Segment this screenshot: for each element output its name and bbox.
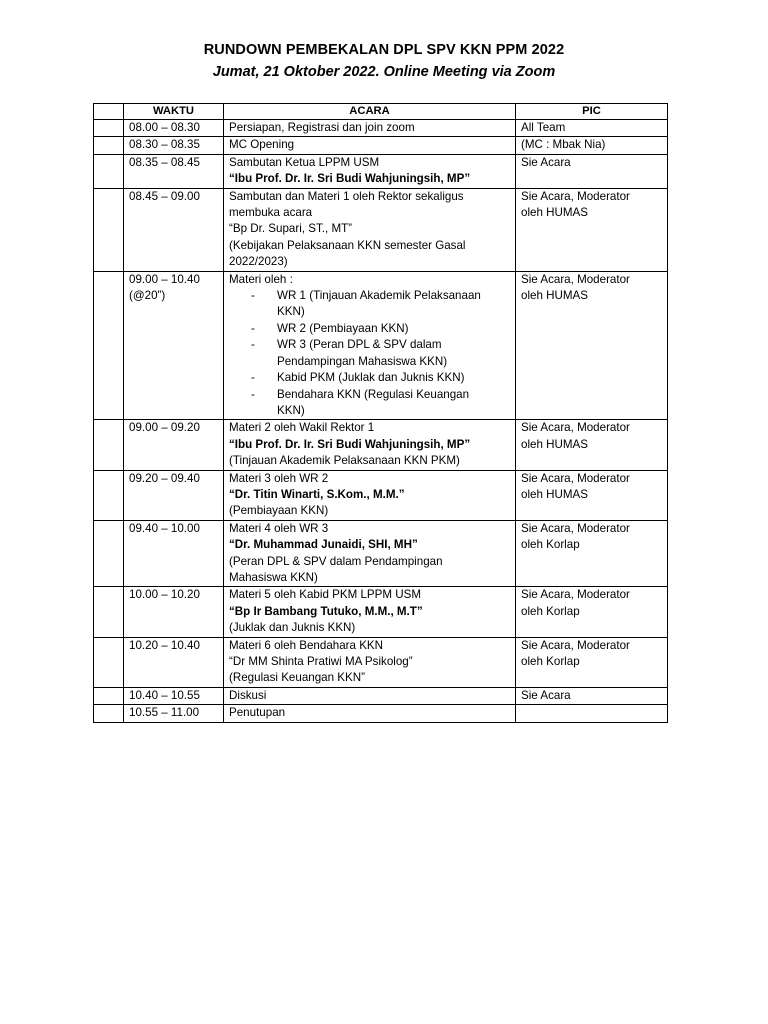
- materi-list-item: [277, 387, 511, 420]
- pic-cell: [516, 687, 668, 704]
- table-row: [94, 470, 668, 520]
- waktu-text: 09.00 – 10.40: [129, 272, 200, 286]
- pic-text: Sie Acara: [521, 688, 571, 702]
- pic-text: oleh HUMAS: [521, 206, 589, 220]
- acara-cell: [224, 637, 516, 687]
- acara-text: Diskusi: [229, 688, 267, 702]
- pic-text: oleh Korlap: [521, 538, 580, 552]
- acara-cell: [224, 137, 516, 154]
- waktu-text: 09.40 – 10.00: [129, 521, 200, 535]
- waktu-cell: [124, 470, 224, 520]
- table-row: [94, 271, 668, 420]
- pic-text: oleh HUMAS: [521, 437, 589, 451]
- acara-text: (Pembiayaan KKN): [229, 504, 329, 518]
- acara-text: Persiapan, Registrasi dan join zoom: [229, 121, 415, 134]
- pic-text: oleh Korlap: [521, 655, 580, 668]
- row-number-cell: [94, 705, 124, 722]
- pic-cell: [516, 271, 668, 420]
- acara-text: membuka acara: [229, 206, 313, 220]
- pic-cell: [516, 705, 668, 722]
- waktu-cell: [124, 137, 224, 154]
- acara-cell: [224, 470, 516, 520]
- acara-text: Materi 4 oleh WR 3: [229, 521, 329, 535]
- acara-text: 2022/2023): [229, 255, 288, 269]
- waktu-cell: [124, 587, 224, 637]
- pic-text: Sie Acara, Moderator: [521, 471, 630, 485]
- table-row: [94, 520, 668, 587]
- acara-text: Materi 2 oleh Wakil Rektor 1: [229, 421, 375, 435]
- row-number-cell: [94, 420, 124, 470]
- pic-text: oleh HUMAS: [521, 487, 589, 501]
- row-number-cell: [94, 520, 124, 587]
- waktu-cell: [124, 520, 224, 587]
- pic-text: Sie Acara, Moderator: [521, 421, 630, 435]
- pic-cell: [516, 420, 668, 470]
- materi-item-text: - WR 1 (Tinjauan Akademik Pelaksanaan: [277, 289, 481, 303]
- rundown-rows: [94, 120, 668, 723]
- table-row: [94, 154, 668, 188]
- materi-list-item: [277, 321, 511, 337]
- materi-item-text: Pendampingan Mahasiswa KKN): [277, 354, 448, 368]
- header-waktu: WAKTU: [124, 104, 224, 120]
- acara-text: (Juklak dan Juknis KKN): [229, 621, 356, 635]
- acara-text: “Bp Ir Bambang Tutuko, M.M., M.T”: [229, 604, 423, 618]
- acara-text: “Ibu Prof. Dr. Ir. Sri Budi Wahjuningsih, MP”: [229, 172, 471, 186]
- waktu-text: 08.35 – 08.45: [129, 155, 200, 169]
- acara-text: Sambutan Ketua LPPM USM: [229, 155, 380, 169]
- rundown-table: [93, 103, 668, 723]
- table-row: [94, 705, 668, 722]
- waktu-text: 08.30 – 08.35: [129, 138, 200, 152]
- waktu-cell: [124, 188, 224, 271]
- waktu-cell: [124, 420, 224, 470]
- acara-text: “Dr. Muhammad Junaidi, SHI, MH”: [229, 538, 418, 552]
- acara-text: MC Opening: [229, 138, 295, 152]
- waktu-text: 09.20 – 09.40: [129, 471, 200, 485]
- acara-text: (Kebijakan Pelaksanaan KKN semester Gasal: [229, 238, 466, 252]
- acara-cell: [224, 705, 516, 722]
- acara-text: “Dr MM Shinta Pratiwi MA Psikolog”: [229, 655, 413, 668]
- materi-item-text: KKN): [277, 305, 305, 319]
- acara-cell: [224, 120, 516, 137]
- row-number-cell: [94, 687, 124, 704]
- row-number-cell: [94, 154, 124, 188]
- pic-text: Sie Acara, Moderator: [521, 588, 630, 602]
- table-row: [94, 188, 668, 271]
- acara-text: “Dr. Titin Winarti, S.Kom., M.M.”: [229, 487, 405, 501]
- table-row: [94, 120, 668, 137]
- waktu-text: 10.00 – 10.20: [129, 588, 200, 602]
- acara-cell: [224, 271, 516, 420]
- pic-text: oleh Korlap: [521, 604, 580, 618]
- pic-cell: [516, 120, 668, 137]
- waktu-cell: [124, 637, 224, 687]
- pic-text: oleh HUMAS: [521, 289, 589, 303]
- waktu-text: 10.20 – 10.40: [129, 638, 200, 652]
- materi-list-item: [277, 370, 511, 386]
- pic-cell: [516, 137, 668, 154]
- materi-item-text: - WR 2 (Pembiayaan KKN): [277, 321, 409, 335]
- pic-text: Sie Acara, Moderator: [521, 272, 630, 286]
- acara-text: Materi 5 oleh Kabid PKM LPPM USM: [229, 588, 422, 602]
- waktu-cell: [124, 705, 224, 722]
- waktu-text: 09.00 – 09.20: [129, 421, 200, 435]
- row-number-cell: [94, 637, 124, 687]
- waktu-cell: [124, 271, 224, 420]
- materi-item-text: - Bendahara KKN (Regulasi Keuangan: [277, 387, 470, 401]
- pic-text: Sie Acara, Moderator: [521, 189, 630, 203]
- materi-list-item: [277, 337, 511, 370]
- row-number-cell: [94, 587, 124, 637]
- waktu-text: (@20”): [129, 289, 166, 303]
- acara-text: (Tinjauan Akademik Pelaksanaan KKN PKM): [229, 454, 460, 468]
- header-acara: ACARA: [224, 104, 516, 120]
- pic-cell: [516, 587, 668, 637]
- document-subtitle: Jumat, 21 Oktober 2022. Online Meeting via Zoom: [212, 64, 556, 80]
- table-row: [94, 687, 668, 704]
- acara-text: (Regulasi Keuangan KKN”: [229, 671, 365, 685]
- table-row: [94, 637, 668, 687]
- table-row: [94, 420, 668, 470]
- materi-list: [229, 288, 511, 419]
- document-title: RUNDOWN PEMBEKALAN DPL SPV KKN PPM 2022: [203, 42, 565, 58]
- waktu-text: 08.45 – 09.00: [129, 189, 200, 203]
- row-number-cell: [94, 188, 124, 271]
- acara-cell: [224, 587, 516, 637]
- pic-text: Sie Acara: [521, 155, 571, 169]
- table-row: [94, 137, 668, 154]
- acara-cell: [224, 420, 516, 470]
- acara-cell: [224, 687, 516, 704]
- acara-cell: [224, 520, 516, 587]
- table-row: [94, 587, 668, 637]
- pic-cell: [516, 470, 668, 520]
- acara-text: Sambutan dan Materi 1 oleh Rektor sekaligus: [229, 189, 464, 203]
- header-number: [94, 104, 124, 120]
- header-pic: PIC: [516, 104, 668, 120]
- pic-cell: [516, 154, 668, 188]
- materi-list-item: [277, 288, 511, 321]
- pic-text: Sie Acara, Moderator: [521, 638, 630, 652]
- waktu-text: 10.40 – 10.55: [129, 688, 200, 702]
- row-number-cell: [94, 137, 124, 154]
- waktu-text: 08.00 – 08.30: [129, 121, 200, 134]
- pic-cell: [516, 188, 668, 271]
- acara-cell: [224, 154, 516, 188]
- pic-cell: [516, 637, 668, 687]
- row-number-cell: [94, 470, 124, 520]
- table-header-row: [94, 104, 668, 120]
- row-number-cell: [94, 271, 124, 420]
- row-number-cell: [94, 120, 124, 137]
- acara-cell: [224, 188, 516, 271]
- pic-text: (MC : Mbak Nia): [521, 138, 606, 152]
- pic-text: Sie Acara, Moderator: [521, 521, 630, 535]
- materi-item-text: - WR 3 (Peran DPL & SPV dalam: [277, 338, 442, 352]
- acara-text: Materi 6 oleh Bendahara KKN: [229, 638, 384, 652]
- waktu-text: 10.55 – 11.00: [129, 706, 200, 720]
- pic-text: All Team: [521, 121, 566, 134]
- materi-item-text: KKN): [277, 403, 305, 417]
- waktu-cell: [124, 154, 224, 188]
- acara-text: (Peran DPL & SPV dalam Pendampingan: [229, 554, 443, 568]
- acara-text: Materi 3 oleh WR 2: [229, 471, 329, 485]
- acara-text: “Ibu Prof. Dr. Ir. Sri Budi Wahjuningsih, MP”: [229, 437, 471, 451]
- waktu-cell: [124, 687, 224, 704]
- materi-item-text: - Kabid PKM (Juklak dan Juknis KKN): [277, 371, 465, 385]
- acara-text: Materi oleh :: [229, 272, 293, 286]
- acara-text: Penutupan: [229, 706, 286, 720]
- pic-cell: [516, 520, 668, 587]
- acara-text: “Bp Dr. Supari, ST., MT”: [229, 222, 353, 236]
- acara-text: Mahasiswa KKN): [229, 570, 318, 584]
- waktu-cell: [124, 120, 224, 137]
